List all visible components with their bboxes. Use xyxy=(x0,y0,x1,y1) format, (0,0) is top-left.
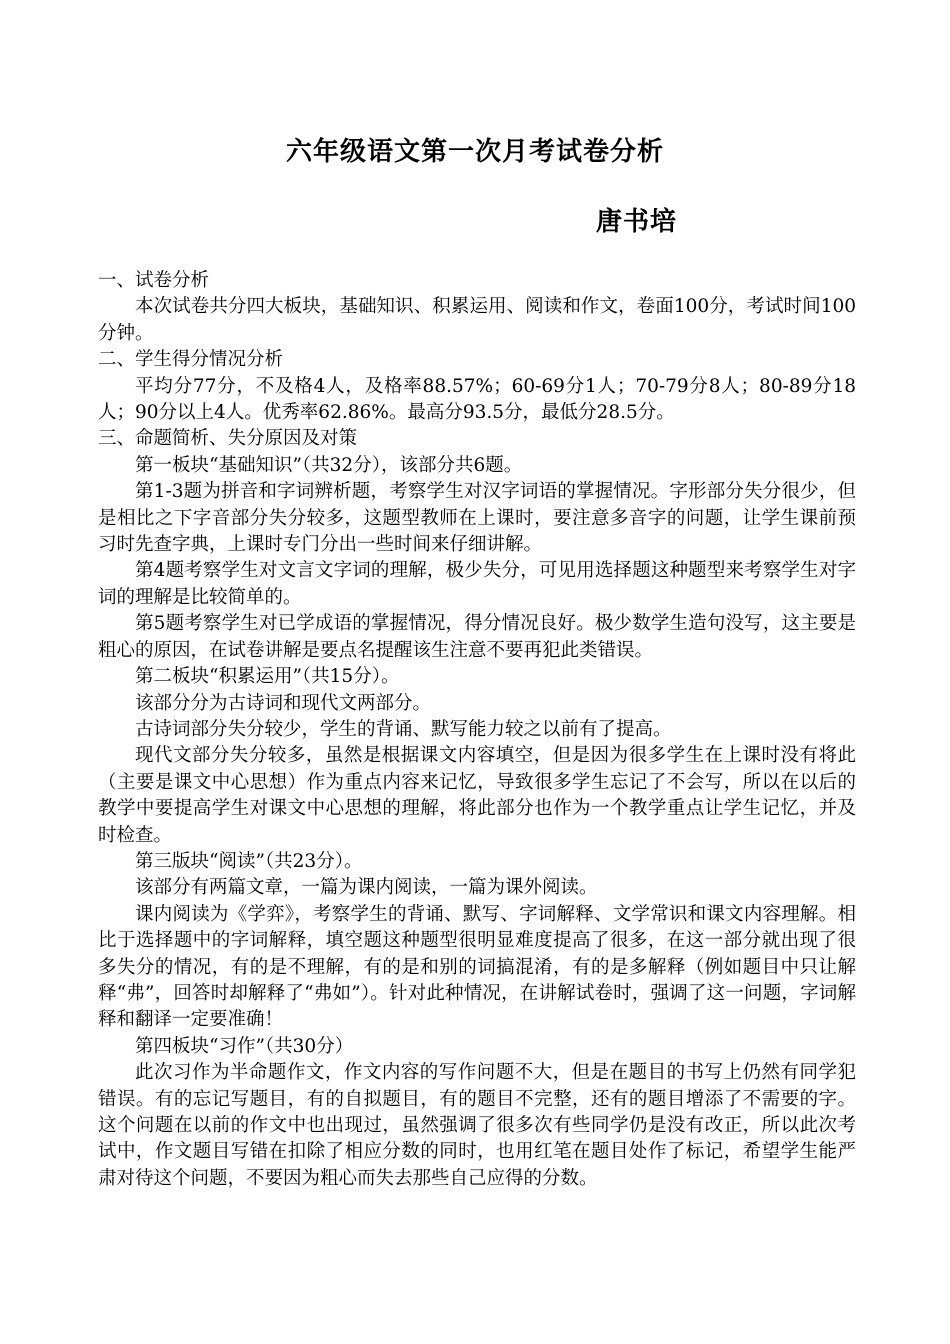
paragraph: 现代文部分失分较多，虽然是根据课文内容填空，但是因为很多学生在上课时没有将此（主要是课文中心思想）作为重点内容来记忆，导致很多学生忘记了不会写，所以在以后的教学中要提高学生对课文中心思想的理解，将此部分也作为一个教学重点让学生记忆，并及时检查。 xyxy=(98,745,856,846)
paragraph: 第1-3题为拼音和字词辨析题，考察学生对汉字词语的掌握情况。字形部分失分很少，但是相比之下字音部分失分较多，这题型教师在上课时，要注意多音字的问题，让学生课前预习时先查字典，上课时专门分出一些时间来仔细讲解。 xyxy=(98,481,856,556)
section-heading: 一、试卷分析 xyxy=(98,270,210,291)
paragraph: 第4题考察学生对文言文字词的理解，极少失分，可见用选择题这种题型来考察学生对字词的理解是比较简单的。 xyxy=(98,560,856,608)
paragraph: 平均分77分，不及格4人，及格率88.57%；60-69分1人；70-79分8人；80-89分18人；90分以上4人。优秀率62.86%。最高分93.5分，最低分28.5分。 xyxy=(98,375,856,424)
document-title: 六年级语文第一次月考试卷分析 xyxy=(285,137,664,167)
section-heading: 二、学生得分情况分析 xyxy=(98,349,284,371)
paragraph: 第一板块“基础知识”（共32分），该部分共6题。 xyxy=(135,454,523,476)
paragraph: 第5题考察学生对已学成语的掌握情况，得分情况良好。极少数学生造句没写，这主要是粗心的原因，在试卷讲解是要点名提醒该生注意不要再犯此类错误。 xyxy=(98,613,856,661)
paragraph: 此次习作为半命题作文，作文内容的写作问题不大，但是在题目的书写上仍然有同学犯错误。有的忘记写题目，有的自拟题目，有的题目不完整，还有的题目增添了不需要的字。这个问题在以前的作文中也出现过，虽然强调了很多次有些同学仍是没有改正，所以此次考试中，作文题目写错在扣除了相应分数的同时，也用红笔在题目处作了标记，希望学生能严肃对待这个问题，不要因为粗心而失去那些自己应得的分数。 xyxy=(98,1062,856,1189)
paragraph: 古诗词部分失分较少，学生的背诵、默写能力较之以前有了提高。 xyxy=(135,718,672,740)
paragraph: 课内阅读为《学弈》，考察学生的背诵、默写、字词解释、文学常识和课文内容理解。相比于选择题中的字词解释，填空题这种题型很明显难度提高了很多，在这一部分就出现了很多失分的情况，有的是不理解，有的是和别的词搞混淆，有的是多解释（例如题目中只让解释“弗”，回答时却解释了“弗如”）。针对此种情况，在讲解试卷时，强调了这一问题，字词解释和翻译一定要准确！ xyxy=(98,903,856,1031)
author-name: 唐书培 xyxy=(596,207,678,237)
paragraph: 第四板块“习作”（共30分） xyxy=(135,1035,354,1057)
paragraph: 第二板块“积累运用”（共15分）。 xyxy=(135,666,400,688)
paragraph: 该部分分为古诗词和现代文两部分。 xyxy=(135,692,432,714)
paragraph: 该部分有两篇文章，一篇为课内阅读，一篇为课外阅读。 xyxy=(135,877,598,899)
paragraph: 第三版块“阅读”（共23分）。 xyxy=(135,850,363,872)
section-heading: 三、命题简析、失分原因及对策 xyxy=(98,428,358,450)
document-body xyxy=(98,268,856,1192)
paragraph: 本次试卷共分四大板块，基础知识、积累运用、阅读和作文，卷面100分，考试时间100分钟。 xyxy=(98,296,856,344)
